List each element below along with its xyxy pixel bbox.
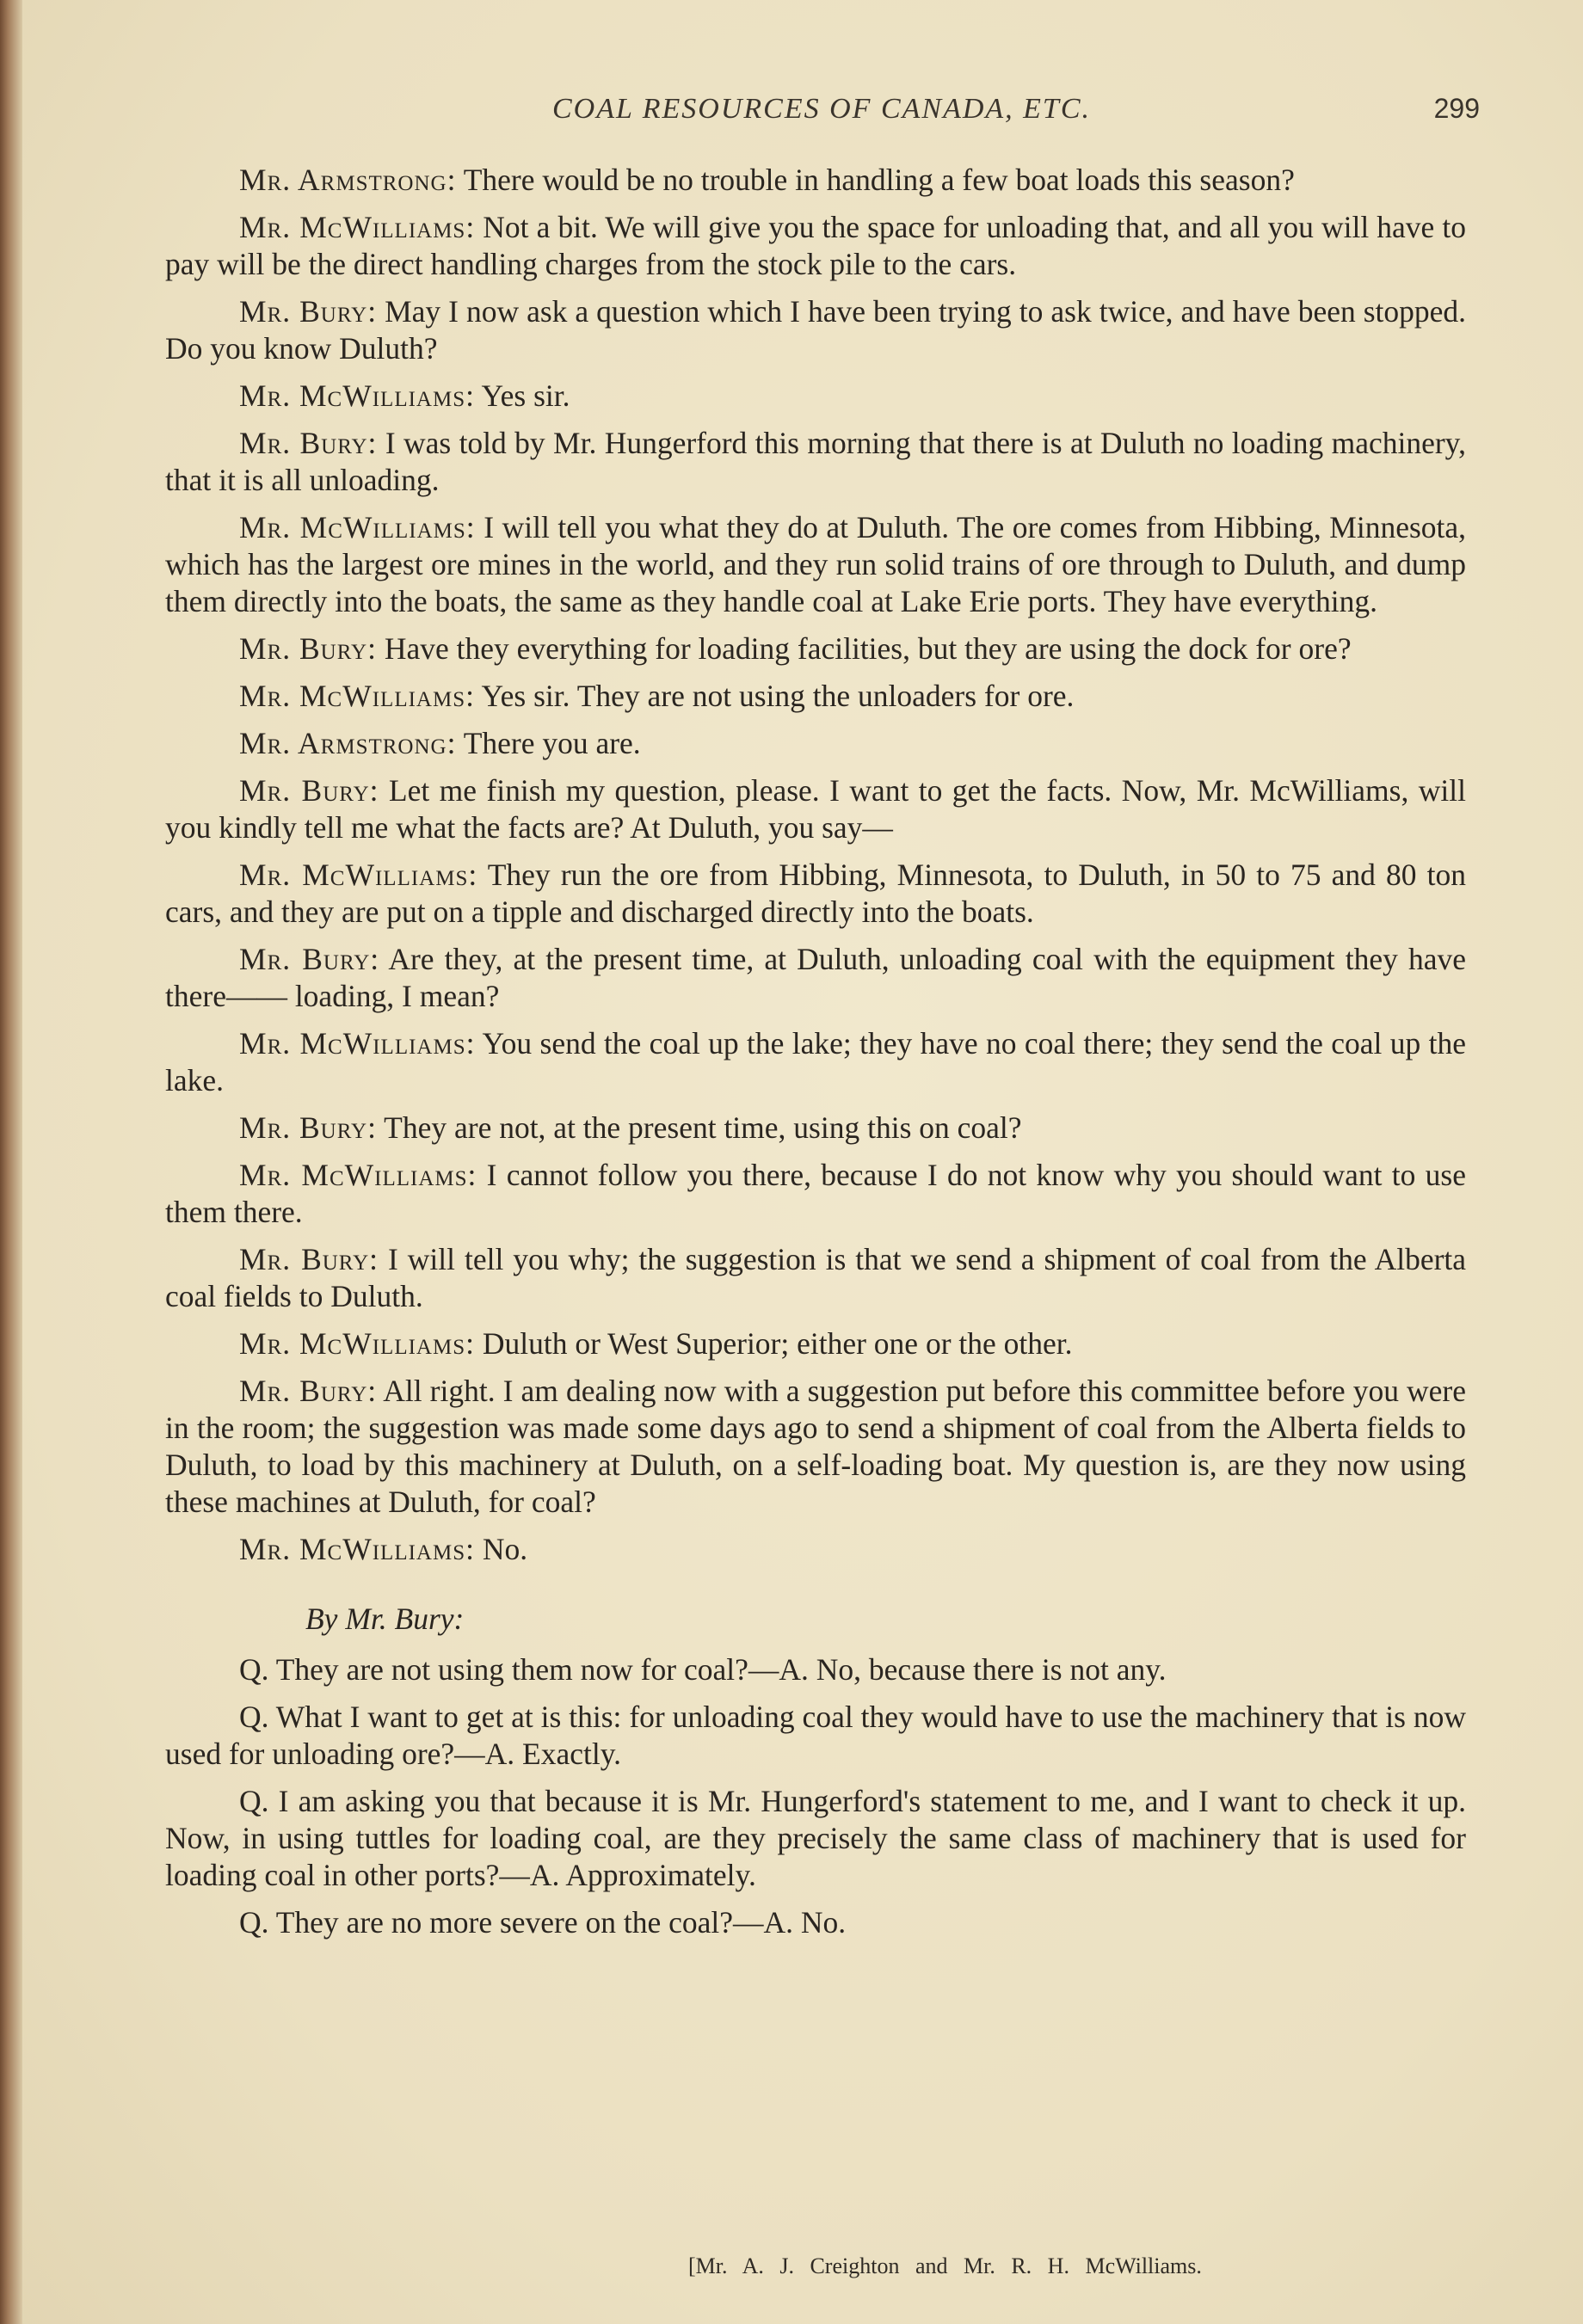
speaker-name: Mr. McWilliams:	[239, 1158, 477, 1192]
speaker-name: Mr. McWilliams:	[239, 679, 475, 713]
page-body	[165, 162, 1466, 1952]
dialogue-paragraph	[165, 678, 1466, 715]
speaker-name: Mr. McWilliams:	[239, 510, 476, 544]
dialogue-paragraph	[165, 941, 1466, 1015]
dialogue-paragraph	[165, 725, 1466, 762]
speaker-name: Mr. McWilliams:	[239, 1326, 475, 1361]
running-title: COAL RESOURCES OF CANADA, ETC.	[551, 93, 1092, 125]
dialogue-paragraph	[165, 378, 1466, 415]
speech-text: I was told by Mr. Hungerford this morning that there is at Duluth no loading machinery, that it is all unloading.	[165, 426, 1467, 497]
speaker-name: Mr. McWilliams:	[239, 378, 475, 413]
speech-text: All right. I am dealing now with a suggestion put before this committee before you were in the room; the suggestion was made some days ago to send a shipment of coal from the Alberta fields to Duluth, to load by this machinery at Duluth, on a self-loading boat. My question is, are they now using these machines at Duluth, for coal?	[165, 1374, 1466, 1519]
speech-text: Not a bit. We will give you the space for unloading that, and all you will have to pay will be the direct handling charges from the stock pile to the cars.	[165, 210, 1467, 281]
speech-text: I will tell you why; the suggestion is that we send a shipment of coal from the Alberta coal fields to Duluth.	[165, 1242, 1467, 1313]
dialogue-paragraph	[165, 1110, 1466, 1147]
speaker-name: Mr. McWilliams:	[239, 1532, 475, 1566]
question-answer: Q. They are no more severe on the coal?—A. No.	[239, 1905, 847, 1940]
speech-text: They are not, at the present time, using this on coal?	[384, 1110, 1022, 1145]
speaker-name: Mr. Bury:	[239, 1374, 378, 1408]
dialogue-paragraph	[165, 1325, 1466, 1362]
speech-text: Yes sir.	[481, 378, 570, 413]
speech-text: Are they, at the present time, at Duluth, unloading coal with the equipment they have there—— loading, I mean?	[165, 942, 1467, 1013]
speaker-name: Mr. Bury:	[239, 631, 377, 666]
dialogue-paragraph	[165, 425, 1466, 499]
dialogue-paragraph	[165, 1025, 1466, 1099]
speech-text: They run the ore from Hibbing, Minnesota, to Duluth, in 50 to 75 and 80 ton cars, and they are put on a tipple and discharged directly into the boats.	[165, 858, 1466, 929]
speech-text: There you are.	[463, 726, 641, 760]
dialogue-paragraph	[165, 1531, 1466, 1568]
dialogue-paragraph	[165, 209, 1466, 283]
book-binding-edge	[0, 0, 22, 2324]
speaker-name: Mr. Bury:	[239, 1242, 379, 1276]
running-head	[163, 93, 1480, 136]
page-number: 299	[1433, 93, 1480, 124]
speech-text: I cannot follow you there, because I do not know why you should want to use them there.	[165, 1158, 1466, 1229]
question-answer: Q. They are not using them now for coal?—A. No, because there is not any.	[239, 1652, 1167, 1687]
speech-text: There would be no trouble in handling a few boat loads this season?	[463, 163, 1295, 197]
speaker-name: Mr. McWilliams:	[239, 210, 476, 244]
speaker-name: Mr. McWilliams:	[239, 1026, 476, 1061]
speaker-name: Mr. Bury:	[239, 1110, 377, 1145]
dialogue-paragraph	[165, 162, 1466, 199]
dialogue-paragraph	[165, 630, 1466, 667]
speech-text: Yes sir. They are not using the unloaders for ore.	[481, 679, 1075, 713]
speech-text: You send the coal up the lake; they have no coal there; they send the coal up the lake.	[165, 1026, 1467, 1097]
speaker-name: Mr. Bury:	[239, 773, 379, 808]
dialogue	[165, 162, 1466, 1568]
dialogue-paragraph	[165, 857, 1466, 931]
question-answer: Q. What I want to get at is this: for unloading coal they would have to use the machinery that is now used for unloading ore?—A. Exactly.	[165, 1700, 1466, 1771]
dialogue-paragraph	[165, 1157, 1466, 1231]
speaker-name: Mr. McWilliams:	[239, 858, 478, 892]
speaker-name: Mr. Bury:	[239, 426, 378, 460]
speech-text: Duluth or West Superior; either one or the other.	[482, 1326, 1073, 1361]
dialogue-paragraph	[165, 1241, 1466, 1315]
footer-witnesses: [Mr. A. J. Creighton and Mr. R. H. McWilliams.	[688, 2253, 1202, 2278]
speech-text: Have they everything for loading facilities, but they are using the dock for ore?	[384, 631, 1352, 666]
dialogue-paragraph	[165, 772, 1466, 846]
dialogue-paragraph	[165, 1373, 1466, 1521]
dialogue-paragraph	[165, 293, 1466, 367]
speech-text: Let me finish my question, please. I want to get the facts. Now, Mr. McWilliams, will you kindly tell me what the facts are? At Duluth, you say—	[165, 773, 1466, 845]
question-answer: Q. I am asking you that because it is Mr. Hungerford's statement to me, and I want to check it up. Now, in using tuttles for loading coal, are they precisely the same class of machinery that is used for loading coal in other ports?—A. Approximately.	[165, 1784, 1466, 1892]
speaker-name: Mr. Armstrong:	[239, 726, 457, 760]
questions	[165, 1651, 1466, 1941]
dialogue-paragraph	[165, 509, 1466, 620]
speech-text: I will tell you what they do at Duluth. The ore comes from Hibbing, Minnesota, which has the largest ore mines in the world, and they run solid trains of ore through to Duluth, and dump them directly into the boats, the same as they handle coal at Lake Erie ports. They have everything.	[165, 510, 1467, 618]
speaker-name: Mr. Armstrong:	[239, 163, 457, 197]
speaker-name: Mr. Bury:	[239, 294, 378, 329]
speech-text: No.	[482, 1532, 528, 1566]
examination-heading: By Mr. Bury:	[305, 1602, 465, 1636]
speech-text: May I now ask a question which I have been trying to ask twice, and have been stopped. Do you know Duluth?	[165, 294, 1467, 366]
speaker-name: Mr. Bury:	[239, 942, 380, 976]
